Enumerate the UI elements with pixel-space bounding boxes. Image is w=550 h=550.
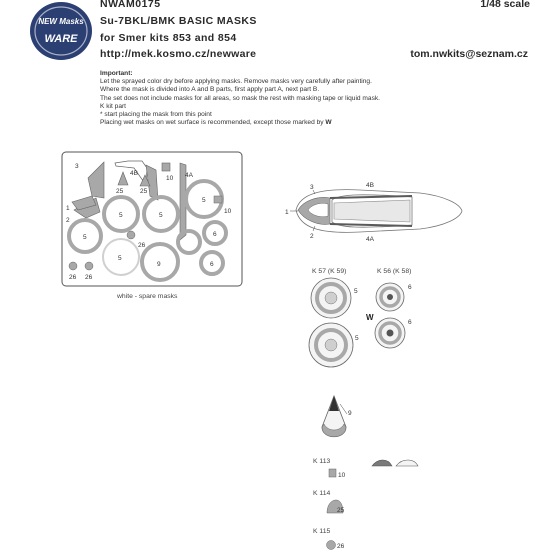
k113-mask: [329, 469, 336, 477]
sheet-label: 5: [159, 212, 163, 219]
sheet-label: 10: [166, 175, 174, 182]
logo-text-top: NEW Masks: [38, 17, 84, 26]
k115-mask: [327, 541, 336, 550]
mask-dot-26c: [85, 262, 93, 270]
mask-part-10a: [162, 163, 170, 171]
sheet-label: 4B: [130, 170, 138, 177]
instruction-line: The set does not include masks for all areas, so mask the rest with masking tape or liquid mask.: [100, 94, 380, 102]
wheel-right-bottom: [375, 318, 405, 348]
wheel-group-labels: [312, 268, 411, 275]
sheet-label: 25: [140, 188, 148, 195]
k115-label: K 115: [313, 528, 331, 535]
product-title: Su-7BKL/BMK BASIC MASKS: [100, 15, 257, 27]
email-link[interactable]: tom.nwkits@seznam.cz: [410, 48, 528, 60]
sheet-label: 26: [85, 274, 93, 281]
wheel-label: 5: [355, 335, 359, 342]
k113-parts: [372, 460, 418, 466]
sheet-label: 9: [157, 261, 161, 268]
k114-mask-label: 25: [337, 507, 345, 514]
sheet-label: 3: [75, 163, 79, 170]
k113-label: K 113: [313, 458, 331, 465]
mask-part-10b: [214, 196, 222, 203]
canopy-label: 2: [310, 233, 314, 240]
mask-ring-6a: [178, 231, 200, 253]
logo-text-bottom: WARE: [44, 33, 78, 45]
spare-masks-caption: white - spare masks: [117, 293, 178, 300]
wet-mark-symbol: W: [325, 119, 332, 127]
sheet-label: 6: [210, 261, 214, 268]
canopy-diagram: [290, 190, 462, 233]
mask-part-3: [88, 162, 104, 198]
cone-label: 9: [348, 410, 352, 417]
sheet-label: 10: [224, 208, 232, 215]
instructions-heading: Important:: [100, 70, 133, 77]
scale-label: 1/48 scale: [480, 0, 530, 10]
k113-mask-label: 10: [338, 472, 346, 479]
sheet-label: 6: [213, 231, 217, 238]
instruction-line: Placing wet masks on wet surface is recommended, except those marked by: [100, 119, 326, 127]
canopy-label: 4A: [366, 236, 374, 243]
wheel-label: 6: [408, 319, 412, 326]
wheel-label: 5: [354, 288, 358, 295]
mask-dot-26b: [69, 262, 77, 270]
website-link[interactable]: http://mek.kosmo.cz/newware: [100, 48, 257, 60]
canopy-label: 1: [285, 209, 289, 216]
mask-part-25a: [118, 172, 128, 185]
product-code: NWAM0175: [100, 0, 161, 10]
instruction-line: K kit part: [100, 102, 127, 110]
sheet-label: 26: [138, 242, 146, 249]
wet-mark-symbol: W: [366, 313, 374, 322]
sheet-label: 4A: [185, 172, 193, 179]
nose-cone: [322, 396, 347, 437]
sheet-label: 1: [66, 205, 70, 212]
canopy-label: 3: [310, 184, 314, 191]
sheet-label: 5: [118, 255, 122, 262]
sheet-label: 5: [202, 197, 206, 204]
sheet-label: 5: [83, 234, 87, 241]
canopy-label: 4B: [366, 182, 374, 189]
instruction-line: * start placing the mask from this point: [100, 111, 212, 119]
k114-label: K 114: [313, 490, 331, 497]
mask-dot-26a: [127, 231, 135, 239]
sheet-label: 26: [69, 274, 77, 281]
instruction-line: Where the mask is divided into A and B parts, first apply part A, next part B.: [100, 86, 320, 94]
product-subtitle: for Smer kits 853 and 854: [100, 32, 237, 44]
sheet-label: 2: [66, 217, 70, 224]
sheet-label: 25: [116, 188, 124, 195]
wheel-left-bottom: [309, 323, 353, 367]
wheel-group-right-label: K 56 (K 58): [377, 268, 412, 275]
wheel-label: 6: [408, 284, 412, 291]
wheel-group-left-label: K 57 (K 59): [312, 268, 347, 275]
k115-mask-label: 26: [337, 543, 345, 550]
sheet-label: 5: [119, 212, 123, 219]
wheel-left-top: [311, 278, 351, 318]
instruction-line: Let the sprayed color dry before applying masks. Remove masks very carefully after painting.: [100, 78, 372, 86]
wheel-right-top: [376, 283, 404, 311]
